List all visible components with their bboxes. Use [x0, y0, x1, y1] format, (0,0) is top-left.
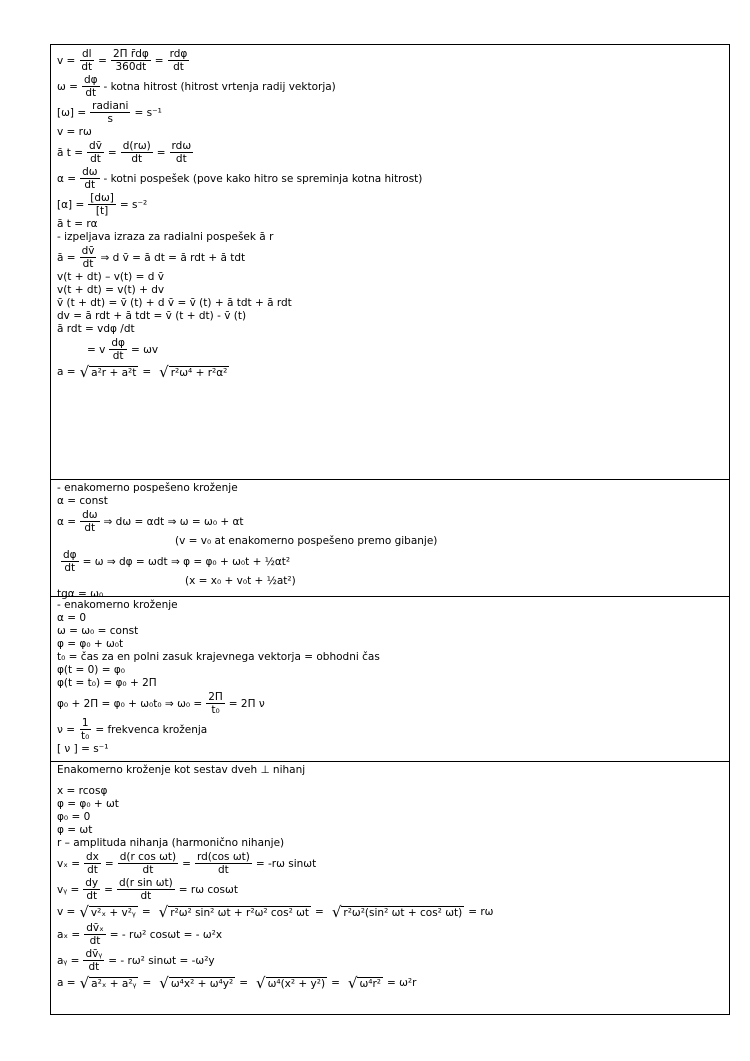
eq-text: = [142, 977, 152, 989]
eq-line: v(t + dt) = v(t) + dv [57, 284, 165, 296]
eq-text: = [141, 906, 151, 918]
eq-text: = - rω² cosωt = - ω²x [109, 928, 223, 941]
numerator: 2Π [208, 691, 223, 703]
sqrt-sign: √ [331, 903, 342, 921]
eq-text: = rω cosωt [178, 883, 238, 896]
fraction [84, 851, 101, 876]
eq-line: v(t + dt) – v(t) = d v̄ [57, 271, 164, 283]
eq-a-total [57, 363, 723, 381]
eq-line: v̄ (t + dt) = v̄ (t) + d v̄ = v̄ (t) + ā tdt + ā rdt [57, 297, 292, 309]
section-angular-velocity [51, 45, 729, 480]
eq-line: α = 0 [57, 612, 87, 624]
fraction [83, 948, 104, 973]
numerator: rdφ [169, 48, 188, 60]
eq-text: = [104, 883, 113, 896]
denominator: dt [64, 562, 76, 574]
eq-text: aᵧ = [57, 954, 80, 967]
eq-text: - kotni pospešek (pove kako hitro se spreminja kotna hitrost) [103, 172, 423, 185]
denominator: dt [142, 864, 154, 876]
eq-text: = [107, 146, 117, 159]
denominator: dt [81, 61, 93, 73]
eq-v [57, 48, 723, 73]
numerator: dv̄ₓ [86, 922, 104, 934]
eq-text: = ω²r [386, 977, 417, 989]
eq-line: α = const [57, 495, 108, 507]
eq-text: = [104, 857, 114, 870]
numerator: dφ [63, 549, 77, 561]
fraction [82, 74, 100, 99]
eq-text: = [98, 54, 107, 67]
eq-text: = [156, 146, 166, 159]
numerator: d(r sin ωt) [118, 877, 173, 889]
denominator: dt [175, 153, 187, 165]
eq-text: = [331, 977, 340, 989]
eq-text: vᵧ = [57, 883, 80, 896]
eq-text: v = [57, 906, 76, 918]
sqrt-sign: √ [79, 974, 90, 992]
eq-text: = 2Π ν [228, 697, 265, 710]
eq-line: - enakomerno kroženje [57, 599, 178, 611]
eq-vx [57, 851, 723, 876]
radicand: r²ω⁴ + r²α² [170, 366, 228, 379]
eq-omega0 [57, 691, 723, 716]
denominator: dt [86, 890, 98, 902]
sqrt-sign: √ [256, 974, 266, 992]
eq-line: φ(t = 0) = φ₀ [57, 664, 125, 676]
eq-text: = ωv [130, 343, 159, 356]
eq-text: = ω ⇒ dφ = ωdt ⇒ φ = φ₀ + ω₀t + ½αt² [82, 555, 291, 568]
eq-a [57, 245, 723, 270]
numerator: dv̄ [89, 140, 102, 152]
eq-text: a = [57, 977, 76, 989]
numerator: dφ [83, 74, 98, 86]
numerator: dφ [111, 337, 125, 349]
denominator: dt [173, 61, 184, 73]
numerator: dω [82, 509, 98, 521]
eq-frequency [57, 717, 723, 742]
denominator: dt [87, 864, 98, 876]
denominator: dt [90, 153, 101, 165]
radicand: a²ₓ + a²ᵧ [91, 977, 137, 990]
eq-text: - kotna hitrost (hitrost vrtenja radij vektorja) [103, 80, 336, 93]
fraction [84, 922, 106, 947]
eq-text: = s⁻¹ [134, 106, 162, 119]
eq-a-magnitude [57, 974, 723, 992]
fraction [206, 691, 225, 716]
eq-text: ⇒ d v̄ = ā dt = ā rdt + ā tdt [100, 251, 246, 264]
eq-line: - enakomerno pospešeno kroženje [57, 482, 238, 494]
numerator: dv̄ [81, 245, 95, 257]
eq-text: [ω] = [57, 106, 87, 119]
radicand: ω⁴r² [359, 977, 381, 990]
denominator: dt [82, 258, 94, 270]
denominator: t₀ [81, 730, 90, 742]
sqrt-sign: √ [158, 903, 169, 921]
radicand: ω⁴(x² + y²) [267, 977, 326, 990]
radicand: r²ω²(sin² ωt + cos² ωt) [343, 906, 463, 919]
eq-text: = - rω² sinωt = -ω²y [108, 954, 215, 967]
fraction [88, 192, 116, 217]
eq-line: Enakomerno kroženje kot sestav dveh ⊥ nihanj [57, 764, 306, 776]
eq-text: φ₀ + 2Π = φ₀ + ω₀t₀ ⇒ ω₀ = [57, 697, 203, 710]
eq-line: r – amplituda nihanja (harmonično nihanje) [57, 837, 285, 849]
fraction [79, 717, 91, 742]
fraction [195, 851, 252, 876]
numerator: d(rω) [122, 140, 151, 152]
eq-text: [α] = [57, 198, 85, 211]
eq-text: = -rω sinωt [255, 857, 317, 870]
eq-v-magnitude [57, 903, 723, 921]
eq-vy [57, 877, 723, 902]
sqrt-sign: √ [79, 363, 90, 381]
eq-vdphi [57, 337, 723, 362]
eq-text: ā = [57, 251, 76, 264]
eq-text: α = [57, 172, 77, 185]
numerator: [dω] [90, 192, 114, 204]
denominator: dt [218, 864, 229, 876]
denominator: dt [89, 935, 101, 947]
fraction [111, 48, 151, 73]
denominator: s [107, 113, 114, 125]
eq-text: ā t = [57, 146, 84, 159]
notes-sheet [50, 44, 730, 1015]
eq-line: dv = ā rdt + ā tdt = v̄ (t + dt) - v̄ (t) [57, 310, 247, 322]
eq-text: = [315, 906, 324, 918]
numerator: radiani [92, 100, 129, 112]
numerator: d(r cos ωt) [119, 851, 177, 863]
eq-line: x = rcosφ [57, 785, 108, 797]
fraction [61, 549, 79, 574]
eq-alpha [57, 166, 723, 191]
fraction [121, 140, 153, 165]
eq-ax [57, 922, 723, 947]
eq-text: = [154, 54, 164, 67]
fraction [168, 48, 190, 73]
eq-line: ā t = rα [57, 218, 98, 230]
eq-text: = [239, 977, 248, 989]
eq-alpha-dw [57, 509, 723, 534]
eq-at [57, 140, 723, 165]
eq-text: ω = [57, 80, 78, 93]
eq-line: (v = v₀ at enakomerno pospešeno premo gibanje) [175, 535, 438, 547]
fraction [80, 245, 97, 270]
eq-line: v = rω [57, 126, 92, 138]
eq-line: φ = ωt [57, 824, 93, 836]
sqrt-sign: √ [159, 974, 169, 992]
fraction [90, 100, 130, 125]
eq-text: = v [87, 343, 106, 356]
sqrt-sign: √ [347, 974, 358, 992]
fraction [87, 140, 104, 165]
numerator: dy [85, 877, 99, 889]
denominator: dt [88, 961, 100, 973]
numerator: dl [81, 48, 92, 60]
section-oscillation-composition [51, 762, 729, 1014]
fraction [118, 851, 178, 876]
eq-alpha-unit [57, 192, 723, 217]
eq-text: a = [57, 366, 76, 378]
radicand: v²ₓ + v²ᵧ [90, 906, 136, 919]
eq-line: ā rdt = vdφ /dt [57, 323, 135, 335]
numerator: dv̄ᵧ [85, 948, 103, 960]
eq-line: ω = ω₀ = const [57, 625, 139, 637]
denominator: dt [112, 350, 124, 362]
numerator: dω [82, 166, 98, 178]
fraction [80, 509, 99, 534]
eq-line: φ(t = t₀) = φ₀ + 2Π [57, 677, 157, 689]
section-uniform-acceleration [51, 480, 729, 600]
eq-line: t₀ = čas za en polni zasuk krajevnega vektorja = obhodni čas [57, 651, 380, 663]
numerator: 2Π r̄dφ [112, 48, 149, 60]
eq-text: α = [57, 515, 77, 528]
eq-omega [57, 74, 723, 99]
fraction [109, 337, 127, 362]
fraction [80, 166, 99, 191]
eq-text: aₓ = [57, 928, 81, 941]
eq-text: ν = [57, 723, 76, 736]
eq-ay [57, 948, 723, 973]
sqrt-sign: √ [79, 903, 89, 921]
eq-line: φ₀ = 0 [57, 811, 91, 823]
eq-omega-unit [57, 100, 723, 125]
denominator: t₀ [211, 704, 220, 716]
eq-dphi [57, 549, 723, 574]
eq-line: (x = x₀ + v₀t + ½at²) [185, 575, 296, 587]
eq-text: ⇒ dω = αdt ⇒ ω = ω₀ + αt [103, 515, 244, 528]
eq-text: v = [57, 54, 76, 67]
fraction [83, 877, 100, 902]
eq-text: = [182, 857, 191, 870]
fraction [170, 140, 194, 165]
denominator: [t] [95, 205, 109, 217]
eq-text: vₓ = [57, 857, 81, 870]
numerator: rdω [171, 140, 192, 152]
radicand: ω⁴x² + ω⁴y² [170, 977, 234, 990]
eq-line: φ = φ₀ + ω₀t [57, 638, 124, 650]
denominator: dt [84, 179, 96, 191]
sqrt-sign: √ [159, 363, 169, 381]
denominator: dt [85, 87, 97, 99]
denominator: dt [131, 153, 143, 165]
eq-text: = frekvenca kroženja [95, 723, 208, 736]
numerator: 1 [81, 717, 89, 729]
denominator: 360dt [115, 61, 147, 73]
eq-text: = s⁻² [119, 198, 148, 211]
fraction [79, 48, 94, 73]
eq-line: [ ν ] = s⁻¹ [57, 743, 109, 755]
numerator: rd(cos ωt) [196, 851, 250, 863]
eq-line: φ = φ₀ + ωt [57, 798, 119, 810]
eq-line: tgα = ω₀ [57, 588, 104, 600]
denominator: dt [84, 522, 96, 534]
section-uniform-circular [51, 597, 729, 762]
numerator: dx [86, 851, 99, 863]
radicand: a²r + a²t [91, 366, 137, 379]
fraction [117, 877, 175, 902]
eq-text: = [142, 366, 152, 378]
radicand: r²ω² sin² ωt + r²ω² cos² ωt [170, 906, 310, 919]
denominator: dt [140, 890, 152, 902]
eq-text: = rω [468, 906, 494, 918]
spacer [57, 777, 723, 785]
eq-line: - izpeljava izraza za radialni pospešek ā r [57, 231, 274, 243]
